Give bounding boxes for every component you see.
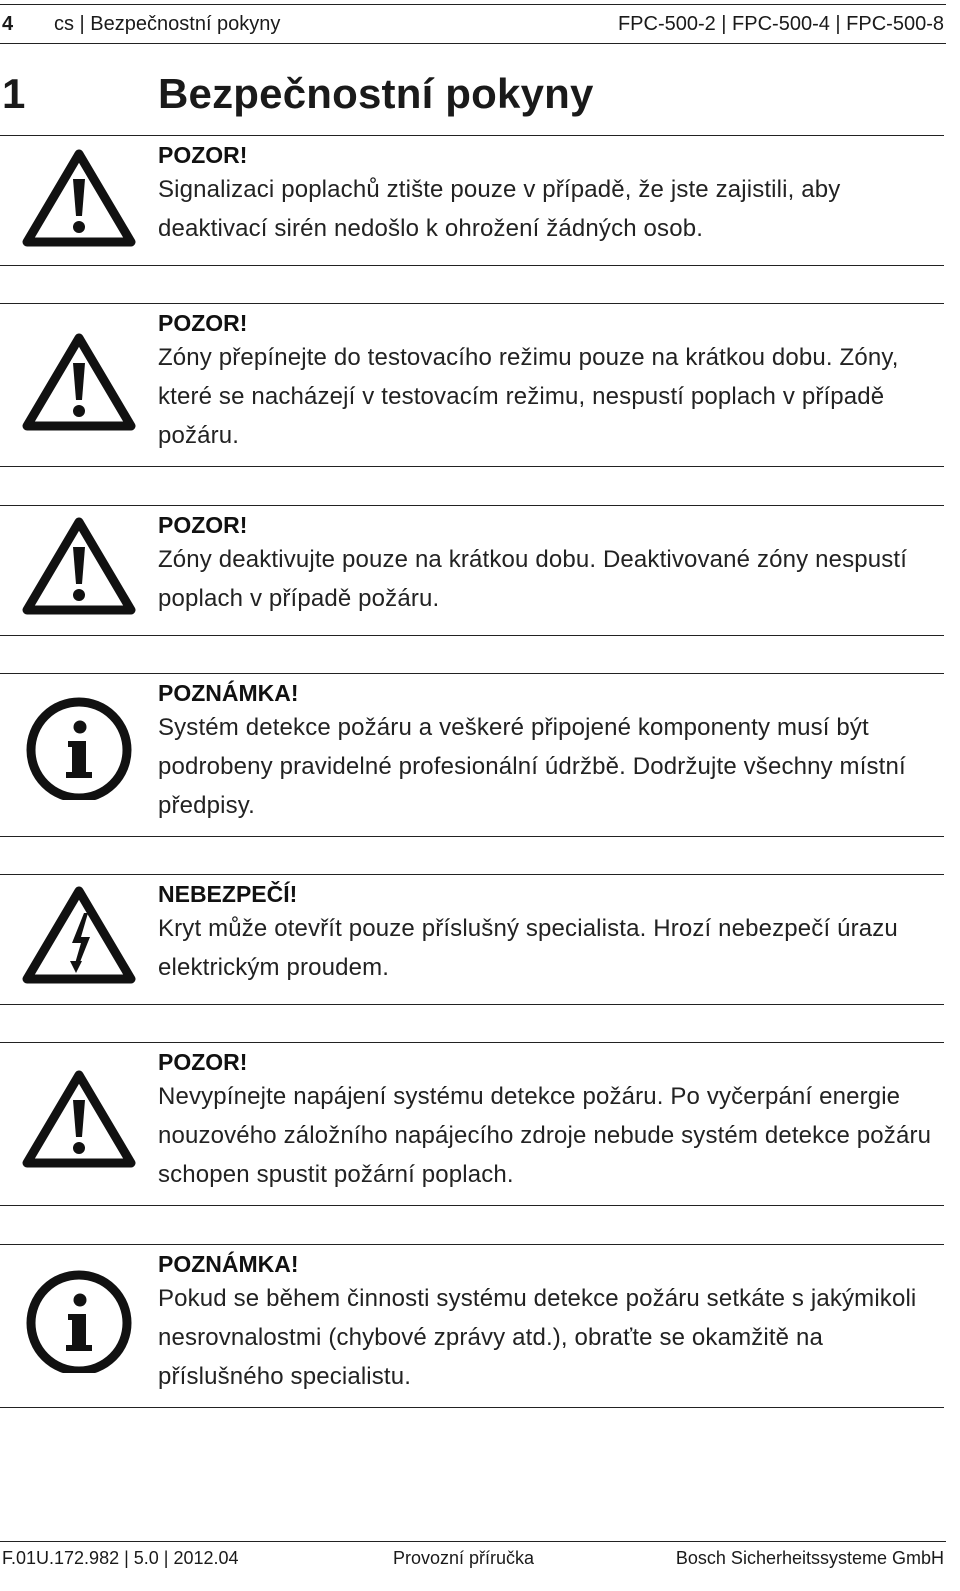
chapter-title: Bezpečnostní pokyny — [158, 70, 594, 117]
chapter-number: 1 — [2, 70, 26, 117]
notice-caution-3 — [0, 505, 944, 636]
header-model: FPC-500-2 | FPC-500-4 | FPC-500-8 — [617, 13, 944, 35]
notice-label: POZNÁMKA! — [158, 680, 299, 706]
notice-text: Signalizaci poplachů ztište pouze v případě, že jste zajistili, aby deaktivací sirén nedošlo k ohrožení žádných osob. — [158, 176, 841, 242]
warning-icon — [20, 330, 138, 434]
electric-hazard-icon — [20, 883, 138, 987]
notice-label: POZNÁMKA! — [158, 1251, 299, 1277]
warning-icon — [20, 1067, 138, 1171]
notice-label: POZOR! — [158, 310, 248, 336]
notice-label: NEBEZPEČÍ! — [158, 881, 298, 907]
notice-danger — [0, 874, 944, 1005]
page-number: 4 — [2, 13, 14, 35]
info-icon — [20, 1269, 138, 1373]
notice-caution-4 — [0, 1042, 944, 1206]
notice-text: Pokud se během činnosti systému detekce požáru setkáte s jakýmikoli nesrovnalostmi (chybové zprávy atd.), obraťte se okamžitě na příslušného specialistu. — [158, 1285, 917, 1390]
notice-text: Kryt může otevřít pouze příslušný specialista. Hrozí nebezpečí úrazu elektrickým proudem. — [158, 915, 898, 981]
warning-icon — [20, 146, 138, 250]
notice-text: Nevypínejte napájení systému detekce požáru. Po vyčerpání energie nouzového záložního napájecího zdroje nebude systém detekce požáru schopen spustit požární poplach. — [158, 1083, 932, 1188]
notice-label: POZOR! — [158, 512, 248, 538]
notice-label: POZOR! — [158, 1049, 248, 1075]
notice-text: Zóny deaktivujte pouze na krátkou dobu. Deaktivované zóny nespustí poplach v případě požáru. — [158, 546, 908, 612]
running-footer — [0, 1541, 946, 1571]
warning-icon — [20, 514, 138, 618]
notice-note-2 — [0, 1244, 944, 1408]
footer-company: Bosch Sicherheitssysteme GmbH — [675, 1548, 944, 1568]
notice-caution-2 — [0, 303, 944, 467]
notice-note-1 — [0, 673, 944, 837]
notice-text: Systém detekce požáru a veškeré připojené komponenty musí být podrobeny pravidelné profesionální údržbě. Dodržujte všechny místní předpisy. — [158, 714, 906, 819]
running-header — [0, 4, 946, 44]
info-icon — [20, 696, 138, 800]
notice-caution-1 — [0, 135, 944, 266]
notice-label: POZOR! — [158, 142, 248, 168]
footer-doc-id: F.01U.172.982 | 5.0 | 2012.04 — [2, 1548, 239, 1568]
notice-text: Zóny přepínejte do testovacího režimu pouze na krátkou dobu. Zóny, které se nacházejí v testovacím režimu, nespustí poplach v případě požáru. — [158, 344, 899, 449]
footer-doc-type: Provozní příručka — [393, 1548, 535, 1568]
header-section: cs | Bezpečnostní pokyny — [54, 13, 281, 35]
